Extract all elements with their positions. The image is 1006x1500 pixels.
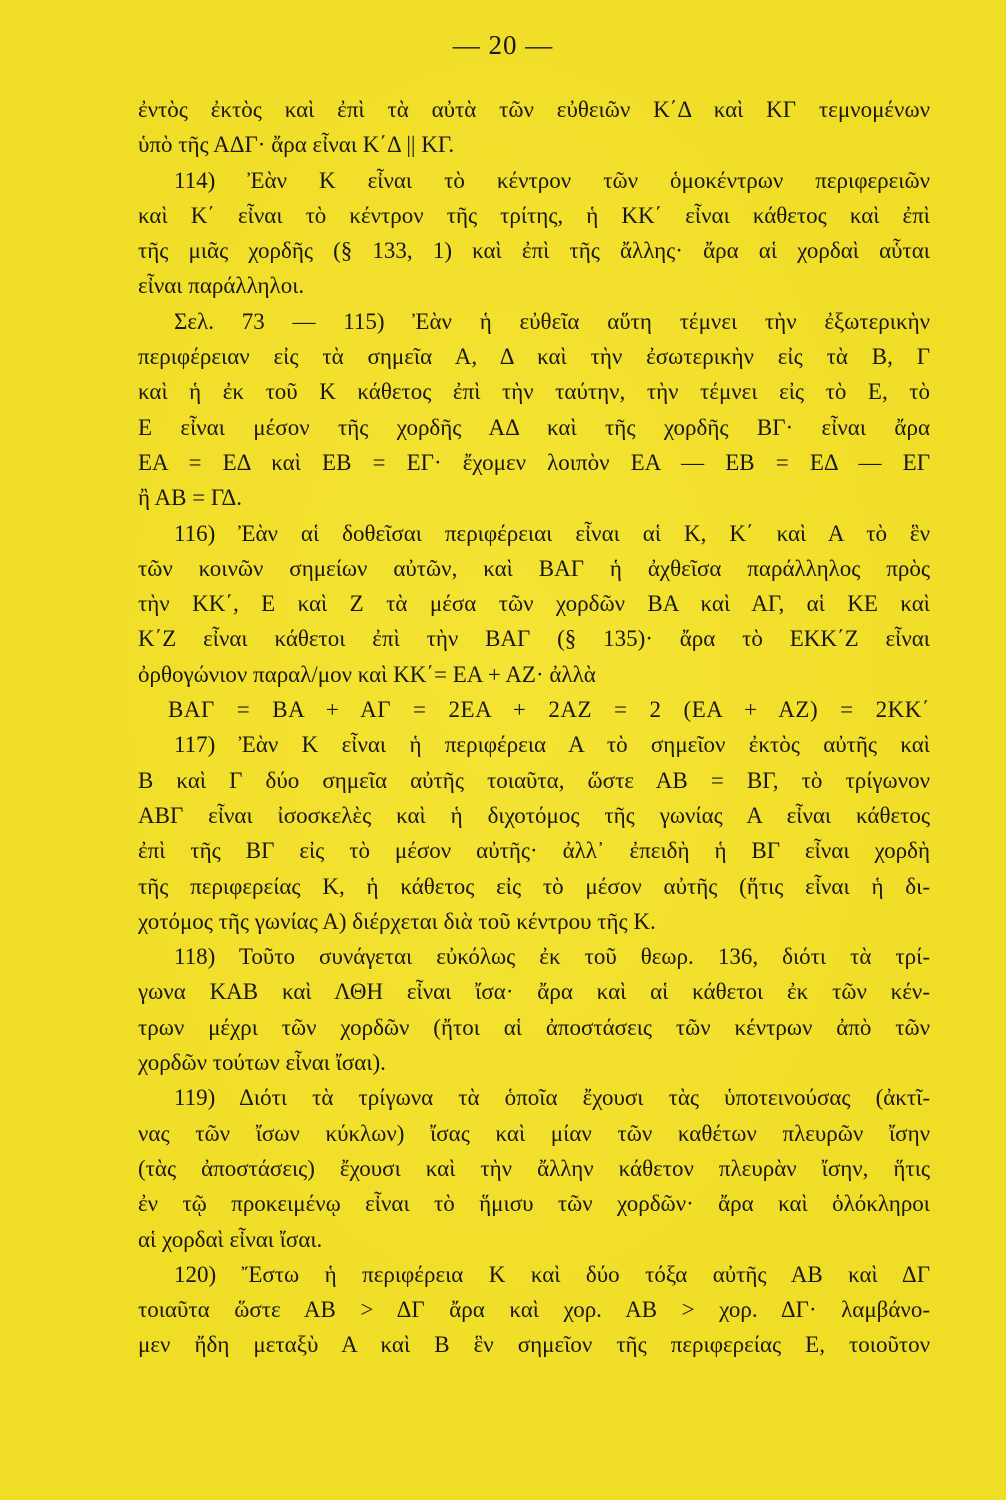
text-line: εἶναι παράλληλοι.: [138, 273, 305, 299]
text-line: αἱ χορδαὶ εἶναι ἴσαι.: [138, 1226, 323, 1252]
text-line: ἢ ΑΒ = ΓΔ.: [138, 485, 243, 511]
page-body-text: [138, 92, 930, 1363]
text-line: ΑΒΓ εἶναι ἰσοσκελὲς καὶ ἡ διχοτόμος τῆς γωνίας Α εἶναι κάθετος: [138, 802, 930, 828]
text-line: ἐν τῷ προκειμένῳ εἶναι τὸ ἥμισυ τῶν χορδῶν· ἄρα καὶ ὁλόκληροι: [138, 1191, 930, 1217]
text-line: ΒΑΓ = ΒΑ + ΑΓ = 2ΕΑ + 2ΑΖ = 2 (ΕΑ + ΑΖ) = 2ΚΚ΄: [168, 697, 930, 723]
text-line: χοτόμος τῆς γωνίας Α) διέρχεται διὰ τοῦ κέντρου τῆς Κ.: [138, 908, 656, 934]
page-number: — 20 —: [452, 30, 554, 60]
text-line: τοιαῦτα ὥστε ΑΒ > ΔΓ ἄρα καὶ χορ. ΑΒ > χορ. ΔΓ· λαμβάνο-: [138, 1297, 930, 1323]
text-line: 114) Ἐὰν Κ εἶναι τὸ κέντρον τῶν ὁμοκέντρων περιφερειῶν: [174, 167, 930, 193]
text-line: τῆς μιᾶς χορδῆς (§ 133, 1) καὶ ἐπὶ τῆς ἄλλης· ἄρα αἱ χορδαὶ αὗται: [138, 238, 930, 264]
text-line: Σελ. 73 — 115) Ἐὰν ἡ εὐθεῖα αὕτη τέμνει τὴν ἐξωτερικὴν: [174, 308, 930, 334]
text-line: τὴν ΚΚ΄, Ε καὶ Ζ τὰ μέσα τῶν χορδῶν ΒΑ καὶ ΑΓ, αἱ ΚΕ καὶ: [138, 591, 930, 617]
text-line: ὀρθογώνιον παραλ/μον καὶ ΚΚ΄= ΕΑ + ΑΖ· ἀλλὰ: [138, 661, 596, 687]
text-line: ἐντὸς ἐκτὸς καὶ ἐπὶ τὰ αὐτὰ τῶν εὐθειῶν Κ΄Δ καὶ ΚΓ τεμνομένων: [138, 97, 930, 122]
text-line: περιφέρειαν εἰς τὰ σημεῖα Α, Δ καὶ τὴν ἐσωτερικὴν εἰς τὰ Β, Γ: [138, 344, 930, 370]
text-line: 119) Διότι τὰ τρίγωνα τὰ ὁποῖα ἔχουσι τὰς ὑποτεινούσας (ἀκτῖ-: [174, 1085, 930, 1111]
text-line: 120) Ἔστω ἡ περιφέρεια Κ καὶ δύο τόξα αὐτῆς ΑΒ καὶ ΔΓ: [174, 1261, 930, 1287]
text-line: χορδῶν τούτων εἶναι ἴσαι).: [138, 1050, 386, 1076]
text-line: ἐπὶ τῆς ΒΓ εἰς τὸ μέσον αὐτῆς· ἀλλ᾿ ἐπειδὴ ἡ ΒΓ εἶναι χορδὴ: [138, 838, 930, 864]
text-line: νας τῶν ἴσων κύκλων) ἴσας καὶ μίαν τῶν καθέτων πλευρῶν ἴσην: [138, 1120, 930, 1146]
text-line: καὶ Κ΄ εἶναι τὸ κέντρον τῆς τρίτης, ἡ ΚΚ΄ εἶναι κάθετος καὶ ἐπὶ: [138, 202, 930, 228]
text-line: τῶν κοινῶν σημείων αὐτῶν, καὶ ΒΑΓ ἡ ἀχθεῖσα παράλληλος πρὸς: [138, 555, 930, 581]
text-line: (τὰς ἀποστάσεις) ἔχουσι καὶ τὴν ἄλλην κάθετον πλευρὰν ἴσην, ἥτις: [138, 1155, 930, 1181]
text-line: 118) Τοῦτο συνάγεται εὐκόλως ἐκ τοῦ θεωρ. 136, διότι τὰ τρί-: [174, 944, 930, 970]
text-line: τῆς περιφερείας Κ, ἡ κάθετος εἰς τὸ μέσον αὐτῆς (ἥτις εἶναι ἡ δι-: [138, 873, 930, 899]
text-line: 117) Ἐὰν Κ εἶναι ἡ περιφέρεια Α τὸ σημεῖον ἐκτὸς αὐτῆς καὶ: [174, 732, 930, 758]
text-line: καὶ ἡ ἐκ τοῦ Κ κάθετος ἐπὶ τὴν ταύτην, τὴν τέμνει εἰς τὸ Ε, τὸ: [138, 379, 930, 405]
text-line: ὑπὸ τῆς ΑΔΓ· ἄρα εἶναι Κ΄Δ || ΚΓ.: [138, 132, 455, 158]
text-line: Β καὶ Γ δύο σημεῖα αὐτῆς τοιαῦτα, ὥστε ΑΒ = ΒΓ, τὸ τρίγωνον: [138, 767, 930, 793]
text-line: ΕΑ = ΕΔ καὶ ΕΒ = ΕΓ· ἔχομεν λοιπὸν ΕΑ — ΕΒ = ΕΔ — ΕΓ: [138, 449, 930, 475]
text-line: τρων μέχρι τῶν χορδῶν (ἤτοι αἱ ἀποστάσεις τῶν κέντρων ἀπὸ τῶν: [138, 1014, 930, 1040]
text-line: Κ΄Ζ εἶναι κάθετοι ἐπὶ τὴν ΒΑΓ (§ 135)· ἄρα τὸ ΕΚΚ΄Ζ εἶναι: [138, 626, 930, 652]
text-line: 116) Ἐὰν αἱ δοθεῖσαι περιφέρειαι εἶναι αἱ Κ, Κ΄ καὶ Α τὸ ἓν: [174, 520, 930, 546]
text-line: μεν ἤδη μεταξὺ Α καὶ Β ἓν σημεῖον τῆς περιφερείας Ε, τοιοῦτον: [138, 1332, 930, 1358]
text-line: γωνα ΚΑΒ καὶ ΛΘΗ εἶναι ἴσα· ἄρα καὶ αἱ κάθετοι ἐκ τῶν κέν-: [138, 979, 930, 1005]
text-line: Ε εἶναι μέσον τῆς χορδῆς ΑΔ καὶ τῆς χορδῆς ΒΓ· εἶναι ἄρα: [138, 414, 930, 440]
